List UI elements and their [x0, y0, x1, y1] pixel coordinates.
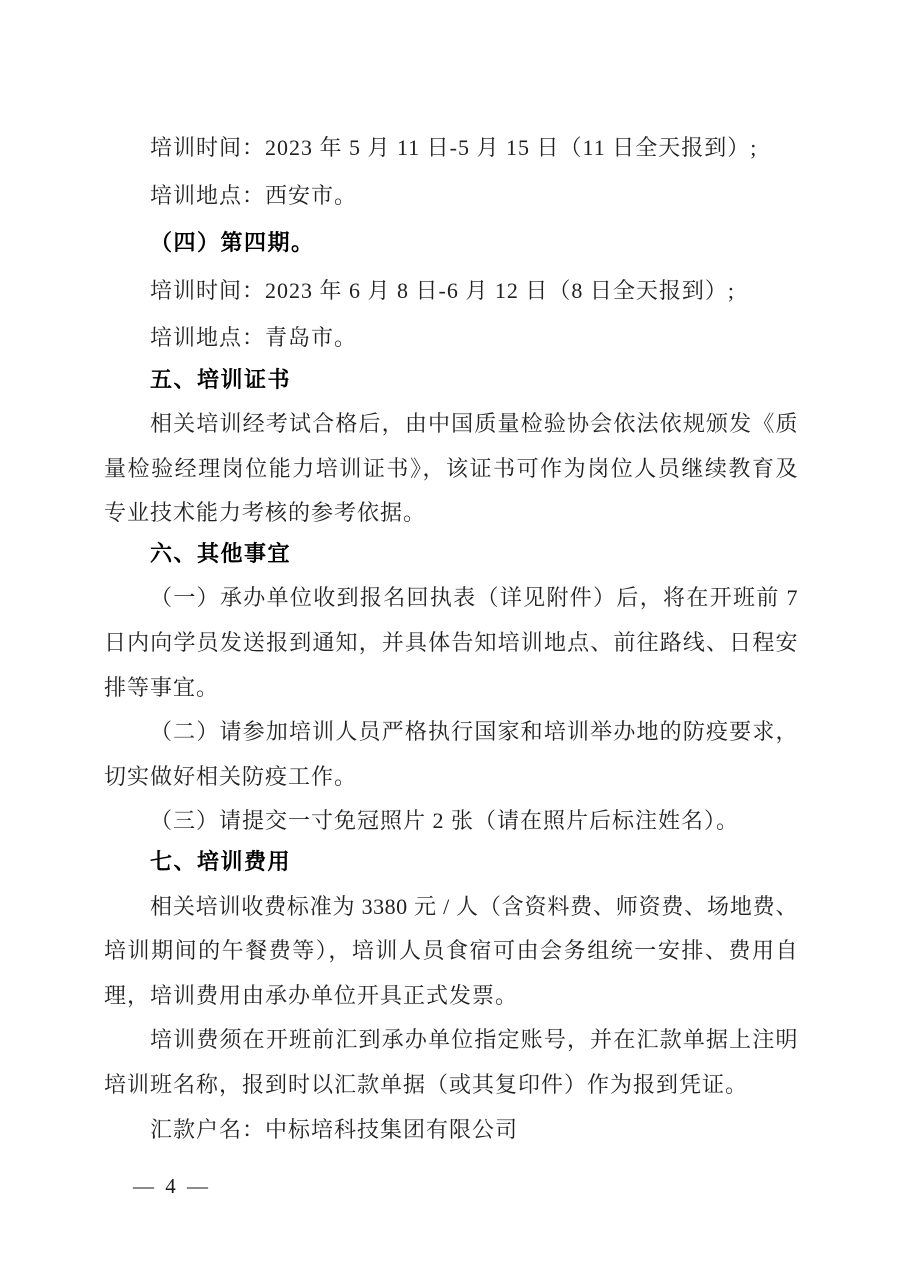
text-line: 相关培训收费标准为 3380 元 / 人（含资料费、师资费、场地费、 — [150, 893, 798, 919]
text-line: 排等事宜。 — [104, 674, 220, 700]
text-line: 汇款户名：中标培科技集团有限公司 — [150, 1116, 519, 1142]
text-line: 日内向学员发送报到通知，并具体告知培训地点、前往路线、日程安 — [104, 630, 798, 656]
text-line: 培训班名称，报到时以汇款单据（或其复印件）作为报到凭证。 — [104, 1072, 749, 1097]
text-line: 量检验经理岗位能力培训证书》，该证书可作为岗位人员继续教育及 — [104, 455, 798, 481]
document-body — [104, 124, 798, 1152]
text-line: 理，培训费用由承办单位开具正式发票。 — [104, 982, 519, 1008]
section-heading: 五、培训证书 — [150, 366, 292, 392]
text-line: 切实做好相关防疫工作。 — [104, 763, 358, 789]
subsection-heading: （四）第四期。 — [150, 230, 315, 255]
text-line: 培训地点：青岛市。 — [150, 325, 358, 350]
text-line: （二）请参加培训人员严格执行国家和培训举办地的防疫要求， — [150, 719, 798, 745]
text-line: 培训时间：2023 年 6 月 8 日-6 月 12 日（8 日全天报到）; — [150, 277, 735, 303]
text-line: 培训期间的午餐费等），培训人员食宿可由会务组统一安排、费用自 — [104, 938, 798, 964]
text-line: 培训地点：西安市。 — [150, 182, 358, 208]
text-line: 相关培训经考试合格后，由中国质量检验协会依法依规颁发《质 — [150, 411, 798, 437]
page-number: — 4 — — [133, 1174, 211, 1198]
section-heading: 六、其他事宜 — [150, 540, 292, 566]
text-line: 培训时间：2023 年 5 月 11 日-5 月 15 日（11 日全天报到）; — [150, 135, 758, 160]
text-line: （一）承办单位收到报名回执表（详见附件）后，将在开班前 7 — [150, 585, 798, 611]
text-line: （三）请提交一寸免冠照片 2 张（请在照片后标注姓名）。 — [150, 808, 740, 834]
text-line: 专业技术能力考核的参考依据。 — [104, 500, 427, 526]
section-heading: 七、培训费用 — [150, 849, 292, 875]
text-line: 培训费须在开班前汇到承办单位指定账号，并在汇款单据上注明 — [150, 1027, 798, 1053]
